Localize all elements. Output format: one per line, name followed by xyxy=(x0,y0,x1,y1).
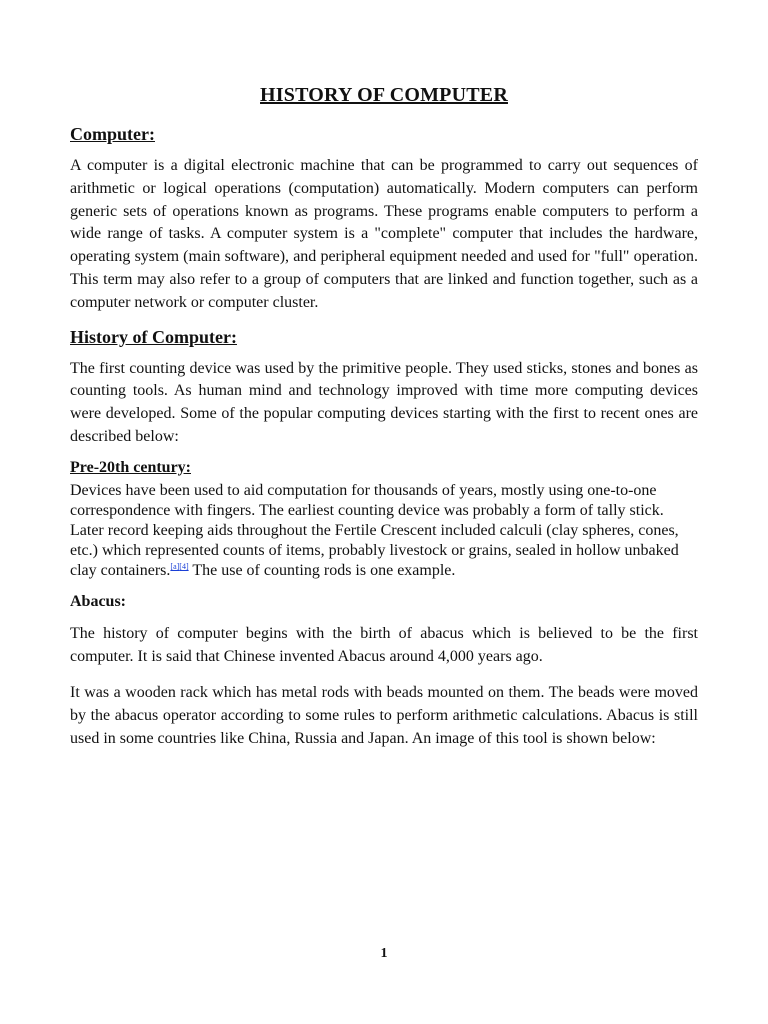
paragraph-history-intro: The first counting device was used by the primitive people. They used sticks, stones and bones as counting tools. As human mind and technology improved with time more computing devices were developed. Some of the popular computing devices starting with the first to recent ones are described below: xyxy=(70,359,698,445)
heading-history-of-computer: History of Computer: xyxy=(70,326,237,347)
citation-link-a[interactable]: [a] xyxy=(170,561,180,571)
paragraph-computer-definition: A computer is a digital electronic machine that can be programmed to carry out sequences of arithmetic or logical operations (computation) automatically. Modern computers can perform generic sets of operations known as programs. These programs enable computers to perform a wide range of tasks. A computer system is a "complete" computer that includes the hardware, operating system (main software), and peripheral equipment needed and used for "full" operation. This term may also refer to a group of computers that are linked and function together, such as a computer network or computer cluster. xyxy=(70,157,698,311)
heading-pre-20th-century: Pre-20th century: xyxy=(70,458,191,476)
paragraph-pre-20th-text-end: The use of counting rods is one example. xyxy=(188,561,456,579)
paragraph-abacus-description: It was a wooden rack which has metal rods with beads mounted on them. The beads were moved by the abacus operator according to some rules to perform arithmetic calculations. Abacus is still used in some countries like China, Russia and Japan. An image of this tool is shown below: xyxy=(70,684,698,747)
citation-link-4[interactable]: [4] xyxy=(179,561,189,571)
page-title: HISTORY OF COMPUTER xyxy=(260,84,508,106)
paragraph-abacus-origin: The history of computer begins with the birth of abacus which is believed to be the first computer. It is said that Chinese invented Abacus around 4,000 years ago. xyxy=(70,624,698,665)
document-page xyxy=(70,84,698,751)
heading-abacus: Abacus: xyxy=(70,592,127,610)
page-number: 1 xyxy=(380,946,388,961)
heading-computer: Computer: xyxy=(70,124,155,144)
paragraph-pre-20th-century xyxy=(70,481,698,581)
paragraph-pre-20th-text-start: Devices have been used to aid computation for thousands of years, mostly using one-to-one correspondence with fingers. The earliest counting device was probably a form of tally stick. Later record keeping aids throughout the Fertile Crescent included calculi (clay spheres, cones, etc.) which represented counts of items, probably livestock or grains, sealed in hollow unbaked clay containers. xyxy=(70,481,679,579)
